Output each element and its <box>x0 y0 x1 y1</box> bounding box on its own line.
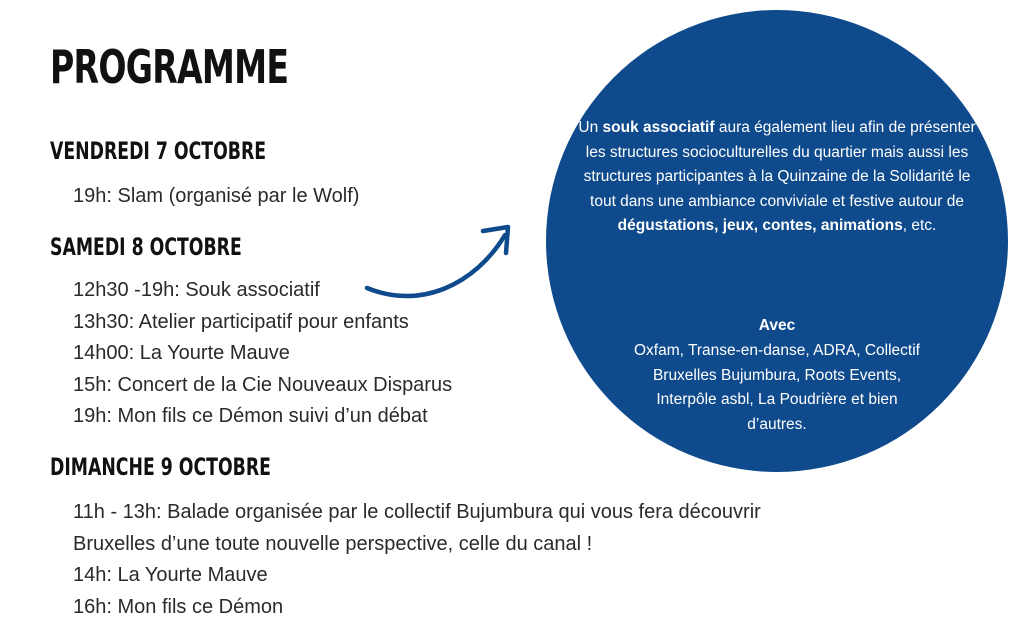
friday-list <box>73 181 359 213</box>
list-item: 14h00: La Yourte Mauve <box>73 342 290 364</box>
list-item: 15h: Concert de la Cie Nouveaux Disparus <box>73 373 453 396</box>
list-item: 16h: Mon fils ce Démon <box>73 595 284 618</box>
souk-highlight: souk associatif <box>602 119 715 136</box>
list-item: 14h: La Yourte Mauve <box>73 564 268 586</box>
list-item: 19h: Slam (organisé par le Wolf) <box>73 185 360 207</box>
avec-title: Avec <box>758 317 796 334</box>
circle-description: Un souk associatif aura également lieu afin de présenter les structures socioculturelles du quartier mais aussi les structures participantes à la Quinzaine de la Solidarité le tout dans une ambiance conviviale et festive autour de dégustations, jeux, contes, animations, etc. <box>578 119 976 235</box>
curved-arrow-icon <box>355 215 525 310</box>
partners-list: Oxfam, Transe-en-danse, ADRA, Collectif Bruxelles Bujumbura, Roots Events, Interpôle asbl, La Poudrière et bien d’autres. <box>633 342 920 433</box>
day-heading-friday: VENDREDI 7 OCTOBRE <box>50 137 267 165</box>
list-item: 11h - 13h: Balade organisée par le collectif Bujumbura qui vous fera découvrir <box>73 501 761 523</box>
list-item: 12h30 -19h: Souk associatif <box>73 279 320 301</box>
list-item: 13h30: Atelier participatif pour enfants <box>73 310 409 333</box>
sunday-list <box>73 497 761 623</box>
activities-highlight: dégustations, jeux, contes, animations <box>617 217 903 235</box>
info-circle <box>546 10 1008 472</box>
list-item: Bruxelles d’une toute nouvelle perspective, celle du canal ! <box>73 532 593 555</box>
page-title: PROGRAMME <box>50 40 289 94</box>
list-item: 19h: Mon fils ce Démon suivi d’un débat <box>73 405 428 427</box>
day-heading-sunday: DIMANCHE 9 OCTOBRE <box>50 453 271 481</box>
day-heading-saturday: SAMEDI 8 OCTOBRE <box>50 233 242 261</box>
